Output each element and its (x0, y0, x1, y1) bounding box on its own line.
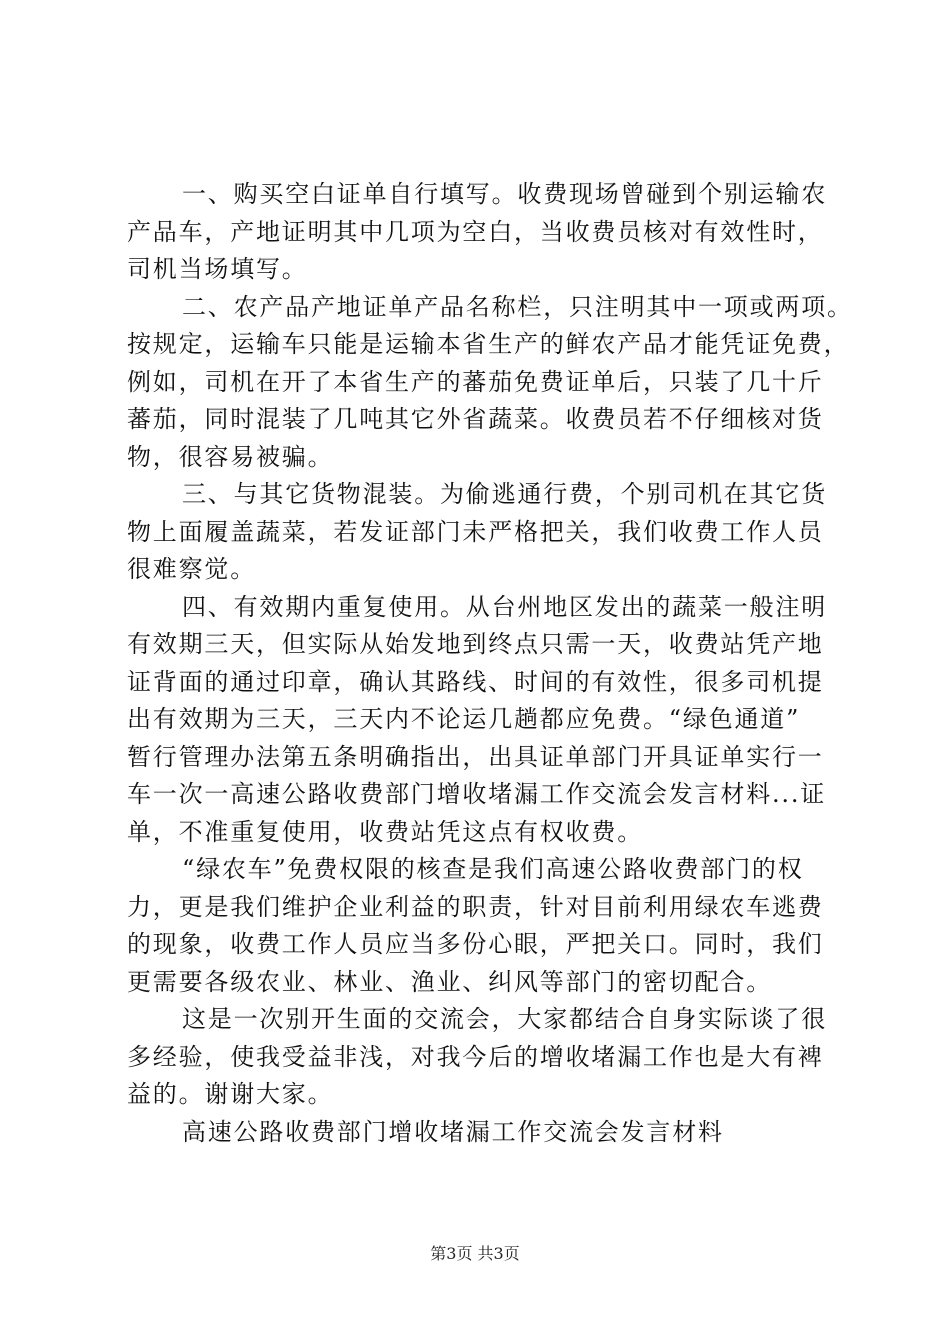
paragraph-5-line-4: 更需要各级农业、林业、渔业、纠风等部门的密切配合。 (127, 967, 772, 996)
paragraph-4-line-1: 四、有效期内重复使用。从台州地区发出的蔬菜一般注明 (182, 592, 827, 621)
paragraph-3-line-2: 物上面履盖蔬菜，若发证部门未严格把关，我们收费工作人员 (127, 517, 824, 546)
paragraph-3-line-3: 很难察觉。 (127, 555, 256, 583)
paragraph-6-line-1: 这是一次别开生面的交流会，大家都结合自身实际谈了很 (182, 1005, 827, 1033)
closing-title-line: 高速公路收费部门增收堵漏工作交流会发言材料 (182, 1117, 724, 1146)
paragraph-5-line-2: 力，更是我们维护企业利益的职责，针对目前利用绿农车逃费 (127, 892, 824, 921)
paragraph-1-line-3: 司机当场填写。 (127, 255, 308, 283)
paragraph-4-line-4: 出有效期为三天，三天内不论运几趟都应免费。“绿色通道” (127, 705, 801, 733)
paragraph-1-line-1: 一、购买空白证单自行填写。收费现场曾碰到个别运输农 (182, 180, 827, 208)
paragraph-2-line-4: 蕃茄，同时混装了几吨其它外省蔬菜。收费员若不仔细核对货 (127, 405, 824, 433)
paragraph-4-line-5: 暂行管理办法第五条明确指出，出具证单部门开具证单实行一 (127, 742, 824, 771)
paragraph-2-line-1: 二、农产品产地证单产品名称栏，只注明其中一项或两项。 (182, 292, 853, 321)
paragraph-2-line-2: 按规定，运输车只能是运输本省生产的鲜农产品才能凭证免费， (127, 330, 850, 358)
paragraph-5-line-3: 的现象，收费工作人员应当多份心眼，严把关口。同时，我们 (127, 930, 824, 958)
page-number: 第3页 共3页 (430, 1244, 520, 1263)
paragraph-6-line-3: 益的。谢谢大家。 (127, 1080, 334, 1108)
paragraph-6-line-2: 多经验，使我受益非浅，对我今后的增收堵漏工作也是大有裨 (127, 1042, 824, 1071)
page-footer (0, 1244, 950, 1264)
paragraph-4-line-7: 单，不准重复使用，收费站凭这点有权收费。 (127, 817, 643, 846)
paragraph-5-line-1: “绿农车”免费权限的核查是我们高速公路收费部门的权 (182, 855, 804, 883)
paragraph-4-line-6: 车一次一高速公路收费部门增收堵漏工作交流会发言材料...证 (127, 780, 827, 808)
paragraph-4-line-3: 证背面的通过印章，确认其路线、时间的有效性，很多司机提 (127, 667, 824, 696)
paragraph-3-line-1: 三、与其它货物混装。为偷逃通行费，个别司机在其它货 (182, 480, 827, 508)
paragraph-4-line-2: 有效期三天，但实际从始发地到终点只需一天，收费站凭产地 (127, 630, 824, 658)
paragraph-1-line-2: 产品车，产地证明其中几项为空白，当收费员核对有效性时， (127, 217, 824, 246)
paragraph-2-line-5: 物，很容易被骗。 (127, 442, 334, 471)
paragraph-2-line-3: 例如，司机在开了本省生产的蕃茄免费证单后，只装了几十斤 (127, 367, 824, 396)
document-body (127, 176, 853, 1151)
